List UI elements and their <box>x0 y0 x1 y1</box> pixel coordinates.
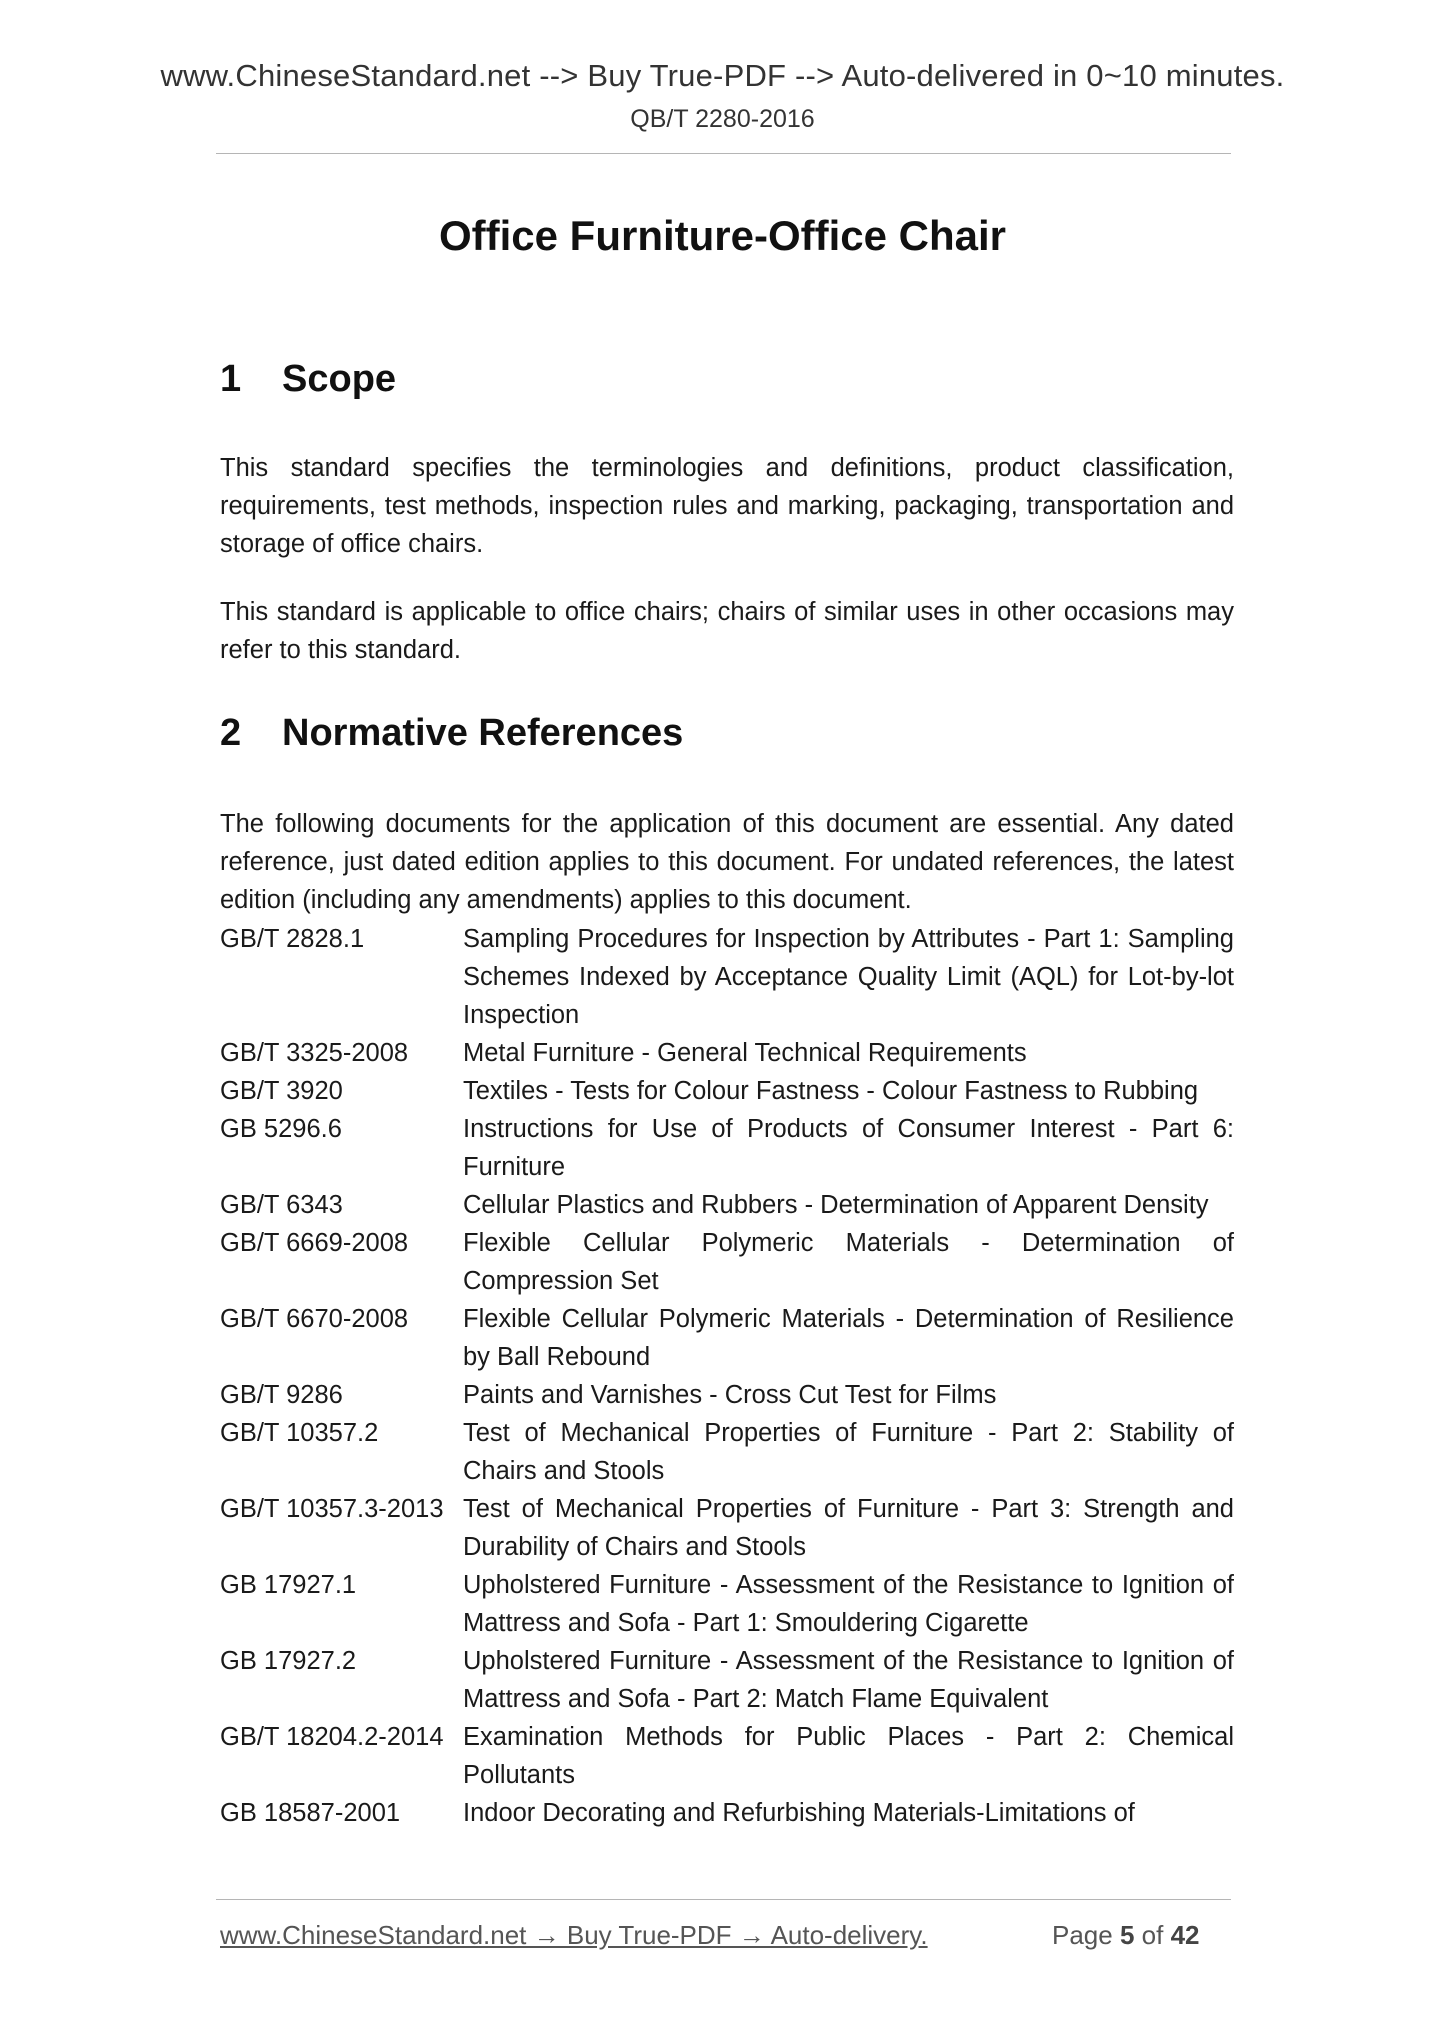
scope-paragraph-2: This standard is applicable to office chairs; chairs of similar uses in other occasions may refer to this standard. <box>220 598 1234 664</box>
reference-row <box>220 1300 1234 1376</box>
reference-row <box>220 1376 1234 1414</box>
page-label: Page <box>1052 1920 1113 1950</box>
reference-title: Flexible Cellular Polymeric Materials - Determination of Compression Set <box>463 1229 1234 1295</box>
header-standard-code: QB/T 2280-2016 <box>630 105 815 133</box>
reference-row <box>220 1110 1234 1186</box>
page-current: 5 <box>1119 1920 1135 1950</box>
reference-title: Sampling Procedures for Inspection by Attributes - Part 1: Sampling Schemes Indexed by Acceptance Quality Limit (AQL) for Lot-by-lot Inspection <box>463 925 1234 1029</box>
references-list <box>220 920 1234 1832</box>
reference-title: Paints and Varnishes - Cross Cut Test for Films <box>463 1381 997 1409</box>
reference-row <box>220 1718 1234 1794</box>
page-of: of <box>1141 1920 1164 1950</box>
reference-code: GB/T 6669-2008 <box>220 1229 409 1257</box>
reference-row <box>220 1794 1234 1832</box>
reference-row <box>220 1490 1234 1566</box>
reference-row <box>220 1642 1234 1718</box>
reference-code: GB 17927.2 <box>220 1647 357 1675</box>
references-intro-paragraph: The following documents for the application of this document are essential. Any dated reference, just dated edition applies to this document. For undated references, the latest edition (including any amendments) applies to this document. <box>220 810 1234 914</box>
section-heading-normative-references <box>220 712 683 755</box>
footer-page-number <box>1052 1920 1200 1951</box>
section-heading-scope <box>220 358 396 401</box>
page-total: 42 <box>1170 1920 1200 1950</box>
header-divider <box>216 153 1231 154</box>
reference-title: Flexible Cellular Polymeric Materials - Determination of Resilience by Ball Rebound <box>463 1305 1234 1371</box>
reference-code: GB/T 3920 <box>220 1077 343 1105</box>
reference-title: Examination Methods for Public Places - Part 2: Chemical Pollutants <box>463 1723 1234 1789</box>
footer-store-link[interactable]: www.ChineseStandard.net → Buy True-PDF → Auto-delivery. <box>220 1920 928 1950</box>
reference-code: GB 18587-2001 <box>220 1799 401 1827</box>
footer-divider <box>216 1899 1231 1900</box>
header-banner: www.ChineseStandard.net --> Buy True-PDF --> Auto-delivered in 0~10 minutes. <box>160 58 1285 93</box>
reference-row <box>220 1072 1234 1110</box>
reference-title: Cellular Plastics and Rubbers - Determination of Apparent Density <box>463 1191 1209 1219</box>
reference-row <box>220 920 1234 1034</box>
reference-code: GB 17927.1 <box>220 1571 357 1599</box>
reference-row <box>220 1186 1234 1224</box>
reference-row <box>220 1566 1234 1642</box>
reference-title: Metal Furniture - General Technical Requirements <box>463 1039 1027 1067</box>
reference-code: GB/T 2828.1 <box>220 925 365 953</box>
reference-title: Textiles - Tests for Colour Fastness - Colour Fastness to Rubbing <box>463 1077 1199 1105</box>
reference-code: GB/T 10357.2 <box>220 1419 379 1447</box>
reference-code: GB/T 3325-2008 <box>220 1039 409 1067</box>
reference-code: GB/T 9286 <box>220 1381 343 1409</box>
reference-title: Upholstered Furniture - Assessment of the Resistance to Ignition of Mattress and Sofa - Part 2: Match Flame Equivalent <box>463 1647 1234 1713</box>
section-number: 2 <box>220 712 242 754</box>
section-title: Normative References <box>282 712 684 754</box>
reference-row <box>220 1034 1234 1072</box>
section-number: 1 <box>220 358 242 400</box>
reference-code: GB 5296.6 <box>220 1115 342 1143</box>
reference-code: GB/T 10357.3-2013 <box>220 1495 444 1523</box>
reference-code: GB/T 6670-2008 <box>220 1305 409 1333</box>
document-title: Office Furniture-Office Chair <box>438 212 1007 259</box>
section-title: Scope <box>282 358 397 400</box>
reference-title: Instructions for Use of Products of Consumer Interest - Part 6: Furniture <box>463 1115 1234 1181</box>
reference-title: Test of Mechanical Properties of Furniture - Part 3: Strength and Durability of Chairs and Stools <box>463 1495 1234 1561</box>
reference-row <box>220 1224 1234 1300</box>
reference-code: GB/T 6343 <box>220 1191 343 1219</box>
scope-paragraph-1: This standard specifies the terminologies and definitions, product classification, requirements, test methods, inspection rules and marking, packaging, transportation and storage of office chairs. <box>220 454 1234 558</box>
reference-title: Upholstered Furniture - Assessment of the Resistance to Ignition of Mattress and Sofa - Part 1: Smouldering Cigarette <box>463 1571 1234 1637</box>
reference-title: Indoor Decorating and Refurbishing Materials-Limitations of <box>463 1799 1135 1827</box>
reference-row <box>220 1414 1234 1490</box>
reference-code: GB/T 18204.2-2014 <box>220 1723 444 1751</box>
reference-title: Test of Mechanical Properties of Furniture - Part 2: Stability of Chairs and Stools <box>463 1419 1234 1485</box>
